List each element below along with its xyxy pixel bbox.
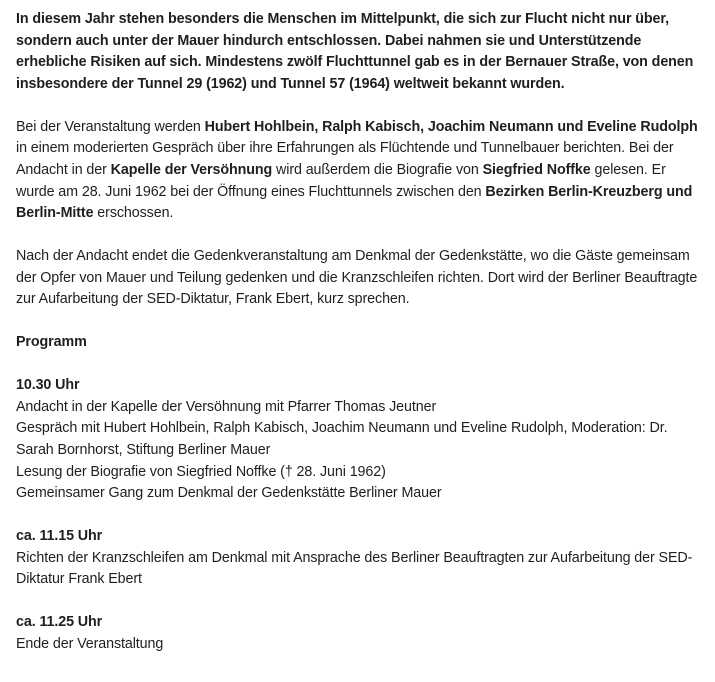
- memorial-paragraph: Nach der Andacht endet die Gedenkveranstaltung am Denkmal der Gedenkstätte, wo die Gäste gemeinsam der Opfer von Mauer und Teilung gedenken und die Kranzschleifen richten. Dort wird der Berliner Beauftragte zur Aufarbeitung der SED-Diktatur, Frank Ebert, kurz sprechen.: [16, 248, 698, 308]
- districts-name: Bezirken Berlin-Kreuzberg und Berlin-Mitte: [16, 183, 693, 222]
- program-time: 10.30 Uhr: [16, 377, 80, 394]
- speakers-text-5: erschossen.: [93, 205, 174, 222]
- chapel-name: Kapelle der Versöhnung: [110, 161, 273, 178]
- program-heading: Programm: [16, 334, 87, 351]
- speakers-names: Hubert Hohlbein, Ralph Kabisch, Joachim Neumann und Eveline Rudolph: [204, 118, 698, 135]
- program-time: ca. 11.25 Uhr: [16, 614, 103, 631]
- speakers-text-4: gelesen. Er wurde am 28. Juni 1962 bei der Öffnung eines Fluchttunnels zwischen den: [16, 161, 666, 200]
- speakers-text-2: in einem moderierten Gespräch über ihre Erfahrungen als Flüchtende und Tunnelbauer berichten. Bei der Andacht in der: [16, 140, 674, 178]
- speakers-text-1: Bei der Veranstaltung werden: [16, 118, 205, 135]
- intro-paragraph: In diesem Jahr stehen besonders die Menschen im Mittelpunkt, die sich zur Flucht nicht nur über, sondern auch unter der Mauer hindurch entschlossen. Dabei nahmen sie und Unterstützende erhebliche Risiken auf sich. Mindestens zwölf Fluchttunnel gab es in der Bernauer Straße, von denen insbesondere der Tunnel 29 (1962) und Tunnel 57 (1964) weltweit bekannt wurden.: [16, 11, 694, 92]
- program-line: Richten der Kranzschleifen am Denkmal mit Ansprache des Berliner Beauftragten zur Aufarbeitung der SED-Diktatur Frank Ebert: [16, 549, 693, 588]
- program-time: ca. 11.15 Uhr: [16, 528, 103, 545]
- program-line: Ende der Veranstaltung: [16, 636, 164, 652]
- program-block-1: [16, 375, 705, 505]
- program-line: Gespräch mit Hubert Hohlbein, Ralph Kabisch, Joachim Neumann und Eveline Rudolph, Moderation: Dr. Sarah Bornhorst, Stiftung Berliner Mauer: [16, 420, 668, 459]
- program-line: Gemeinsamer Gang zum Denkmal der Gedenkstätte Berliner Mauer: [16, 485, 442, 502]
- program-block-2: [16, 526, 705, 591]
- program-line: Andacht in der Kapelle der Versöhnung mit Pfarrer Thomas Jeutner: [16, 398, 437, 415]
- program-line: Lesung der Biografie von Siegfried Noffke († 28. Juni 1962): [16, 463, 386, 480]
- speakers-paragraph: [16, 117, 705, 225]
- speakers-text-3: wird außerdem die Biografie von: [272, 161, 483, 178]
- program-block-3: [16, 612, 705, 655]
- victim-name: Siegfried Noffke: [482, 161, 591, 178]
